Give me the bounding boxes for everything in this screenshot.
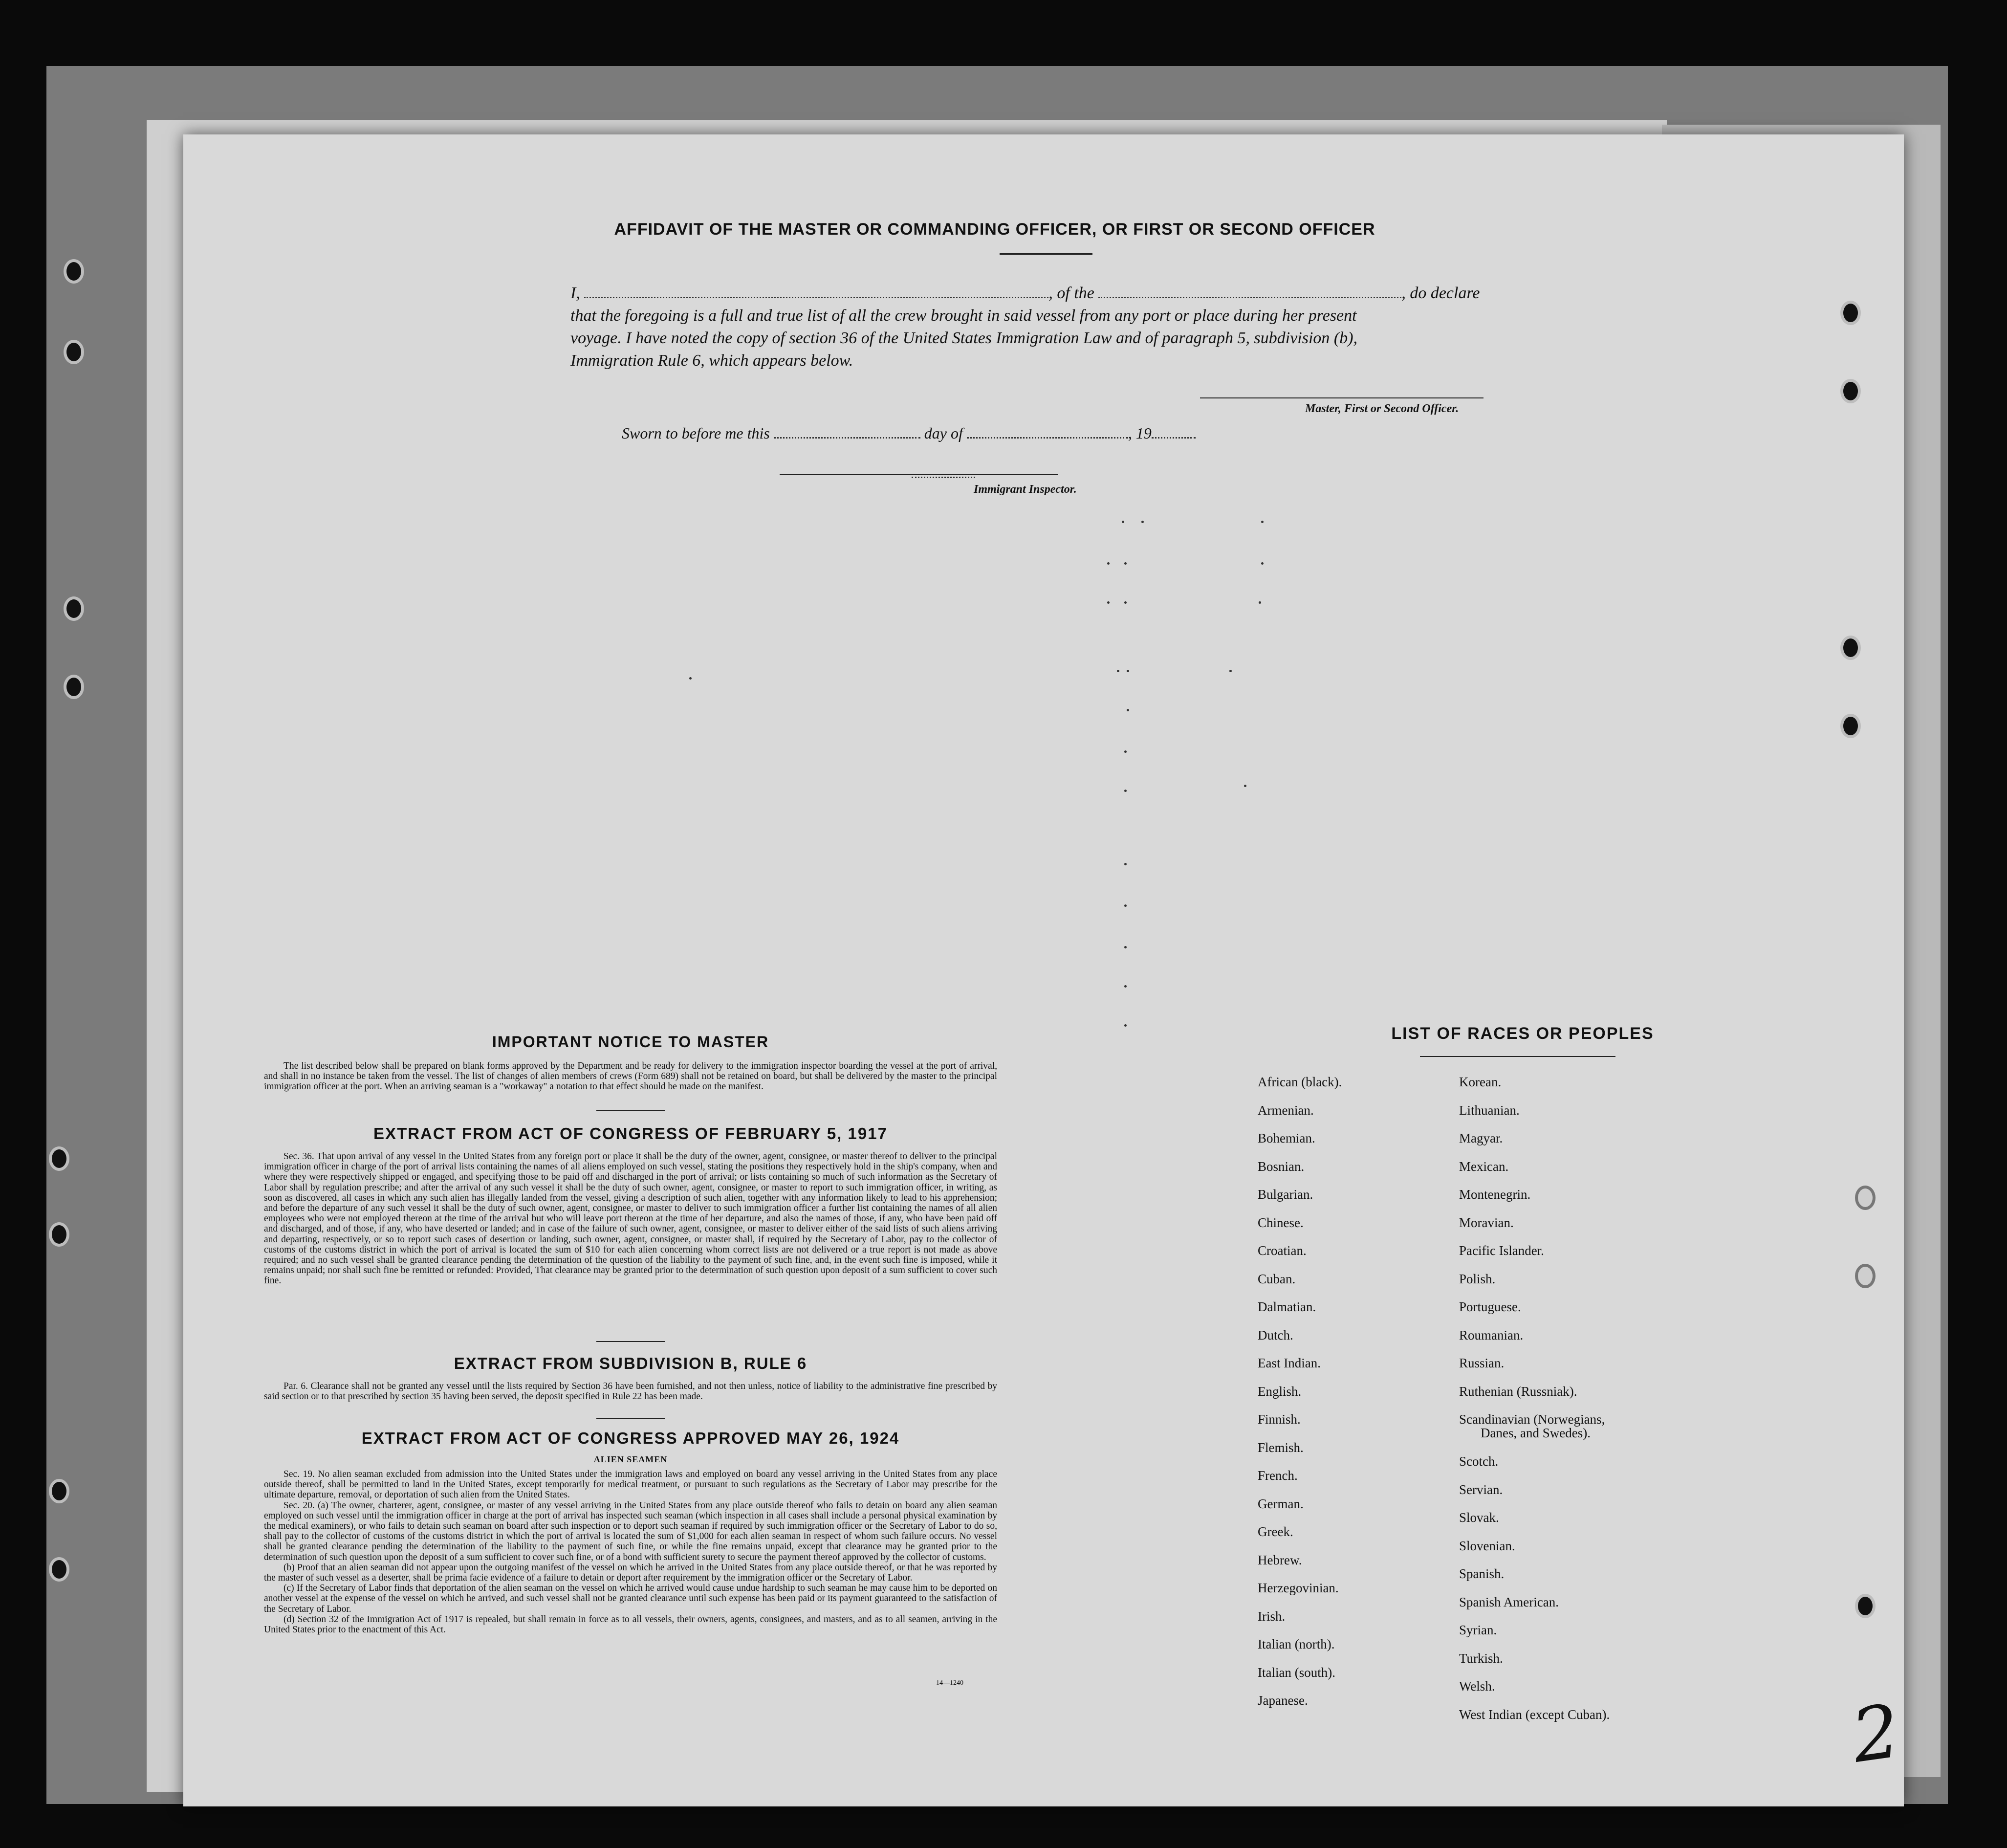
declaration-line-2: that the foregoing is a full and true list of all the crew brought in said vessel from any port or place during her present (570, 307, 1357, 325)
punch-hole-icon (49, 1479, 69, 1503)
bleed-dot (1124, 1024, 1127, 1027)
extract-1924-sec20a: Sec. 20. (a) The owner, charterer, agent, consignee, or master of any vessel arriving in the United States from any place outside thereof who fails to detain on board any alien seaman employed on such vessel until the immigration officer in charge at the port of arrival has inspected such seaman (which inspection in all cases shall include a personal physical examination by the medical examiners), or who fails to detain such seaman on board after such inspection or to deport such seaman if required by such immigration officer or the Secretary of Labor to do so, shall pay to the collector of customs of the customs district in which the port of arrival is located the sum of $1,000 for each alien seaman in respect of whom such failure occurs. No vessel shall be granted clearance pending the determination of the liability to the payment of such fine, or while the fine remains unpaid, except that clearance may be granted prior to the determination of such question upon the deposit of a sum sufficient to cover such fine, or of a bond with sufficient surety to secure the payment thereof approved by the collector of customs. (264, 1500, 997, 1562)
punch-hole-icon (1855, 1186, 1876, 1210)
punch-hole-icon (49, 1557, 69, 1582)
punch-hole-icon (1840, 379, 1861, 403)
race-item: Pacific Islander. (1459, 1243, 1544, 1258)
punch-hole-icon (64, 596, 84, 621)
race-item: Polish. (1459, 1271, 1496, 1286)
race-item: Irish. (1258, 1608, 1286, 1624)
extract-1917-text (264, 1151, 997, 1286)
affidavit-title: AFFIDAVIT OF THE MASTER OR COMMANDING OFFICER, OR FIRST OR SECOND OFFICER (614, 220, 1375, 239)
notice-paragraph: The list described below shall be prepared on blank forms approved by the Department and be ready for delivery to the immigration inspector boarding the vessel at the port of arrival, and shall in no instance be taken from the vessel. The list of changes of alien members of crews (Form 689) shall not be retained on board, but shall be delivered by the master to the principal immigration officer at the port. When an arriving seaman is a "workaway" a notation to that effect should be made on the manifest. (264, 1061, 997, 1092)
race-item: Croatian. (1258, 1243, 1307, 1258)
notice-text (264, 1061, 997, 1092)
bleed-dot (1127, 670, 1129, 672)
race-item: Slovak. (1459, 1510, 1499, 1525)
bleed-dot (1124, 985, 1127, 988)
declaration-declare: , do declare (1401, 284, 1480, 302)
bleed-dot (689, 677, 692, 680)
bleed-dot (1124, 946, 1127, 948)
vessel-blank (1098, 297, 1401, 298)
bleed-dot (1124, 562, 1127, 565)
punch-hole-icon (1855, 1264, 1876, 1288)
extract-1917-paragraph: Sec. 36. That upon arrival of any vessel in the United States from any foreign port or place it shall be the duty of the owner, agent, consignee, or master thereof to deliver to the principal immigration officer in charge of the port of arrival lists containing the names of all aliens employed on such vessel, stating the positions they respectively hold in the ship's company, when and where they were respectively shipped or engaged, and specifying those to be paid off and discharged in the port of arrival; or lists containing so much of such information as the Secretary of Labor shall by regulation prescribe; and after the arrival of any such vessel it shall be the duty of such owner, agent, consignee, or master to report to such immigration officer, in writing, as soon as discovered, all cases in which any such alien has illegally landed from the vessel, giving a description of such alien, together with any information likely to lead to his apprehension; and before the departure of any such vessel it shall be the duty of such owner, agent, consignee, or master to deliver to such immigration officer a further list containing the names of all alien employees who were not employed thereon at the time of the arrival but who will leave port thereon at the time of her departure, and also the names of those, if any, who have been paid off and discharged, and of those, if any, who have deserted or landed; and in case of the failure of such owner, agent, consignee, or master to deliver either of the said lists of such aliens arriving and departing, respectively, or so to report such cases of desertion or landing, such owner, agent, consignee, or master shall, if required by the Secretary of Labor, pay to the collector of customs of the customs district in which the port of arrival is located the sum of $10 for each alien concerning whom correct lists are not delivered or a true report is not made as above required; and no such vessel shall be granted clearance pending the determination of the question of the liability to the payment of such fine, and, in the event such fine is imposed, while it remains unpaid; nor shall such fine be remitted or refunded: Provided, That clearance may be granted prior to the determination of such question upon deposit of a sum sufficient to cover such fine. (264, 1151, 997, 1286)
race-item: Dutch. (1258, 1327, 1293, 1342)
bleed-dot (1124, 750, 1127, 753)
race-item: Mexican. (1459, 1159, 1509, 1174)
bleed-dot (1261, 521, 1264, 523)
race-item: Magyar. (1459, 1131, 1503, 1145)
extract-rule6-title: EXTRACT FROM SUBDIVISION B, RULE 6 (454, 1354, 807, 1372)
handwritten-page-number: 2 (1847, 1689, 1905, 1780)
race-item: Welsh. (1459, 1679, 1495, 1694)
race-item: Roumanian. (1459, 1327, 1524, 1342)
race-item: Bulgarian. (1258, 1187, 1313, 1202)
punch-hole-icon (49, 1146, 69, 1171)
extract-1924-title: EXTRACT FROM ACT OF CONGRESS APPROVED MAY 26, 1924 (361, 1429, 900, 1447)
document-page (183, 134, 1904, 1806)
extract-1924-text (264, 1469, 997, 1635)
race-item: Hebrew. (1258, 1552, 1302, 1567)
race-item: East Indian. (1258, 1356, 1321, 1370)
race-item: Finnish. (1258, 1412, 1301, 1427)
sworn-year-label: , 19 (1128, 424, 1152, 442)
bleed-dot (1127, 709, 1129, 711)
race-item: Scandinavian (Norwegians, (1459, 1412, 1605, 1427)
extract-1924-sec20d: (d) Section 32 of the Immigration Act of 1917 is repealed, but shall remain in force as to all vessels, their owners, agents, consignees, and masters, and as to all seamen, arriving in the United States prior to the enactment of this Act. (264, 1614, 997, 1635)
races-column-1 (1258, 1068, 1342, 1715)
race-item: Lithuanian. (1459, 1102, 1520, 1118)
bleed-dot (1244, 785, 1246, 787)
punch-hole-icon (64, 675, 84, 699)
race-item: Herzegovinian. (1258, 1581, 1339, 1595)
race-item: West Indian (except Cuban). (1459, 1707, 1610, 1722)
extract-1924-subtitle: ALIEN SEAMEN (593, 1454, 668, 1464)
race-item: Slovenian. (1459, 1538, 1515, 1553)
punch-hole-icon (1840, 301, 1861, 325)
bleed-dot (1117, 670, 1119, 672)
sworn-line (622, 422, 1453, 444)
notice-title: IMPORTANT NOTICE TO MASTER (492, 1033, 769, 1051)
race-item: Turkish. (1459, 1650, 1503, 1666)
sworn-day-label: day of (924, 424, 963, 442)
race-item: Dalmatian. (1258, 1299, 1316, 1314)
race-item: Chinese. (1258, 1215, 1304, 1230)
race-item: Spanish. (1459, 1566, 1505, 1581)
master-signature-line (1200, 397, 1483, 398)
name-blank (584, 297, 1048, 298)
extract-rule6-paragraph: Par. 6. Clearance shall not be granted any vessel until the lists required by Section 36 have been furnished, and not then unless, notice of liability to the administrative fine prescribed by said section or to that prescribed by section 35 having been served, the deposit specified in Rule 22 has been made. (264, 1381, 997, 1402)
extract-1917-rule (596, 1341, 665, 1342)
sworn-day-blank (774, 437, 920, 439)
notice-rule (596, 1110, 665, 1111)
title-rule (1000, 253, 1092, 255)
bleed-dot (1124, 790, 1127, 792)
punch-hole-icon (1840, 636, 1861, 660)
bleed-dot (1259, 601, 1261, 604)
races-column-2 (1459, 1068, 1610, 1729)
extract-1924-sec19: Sec. 19. No alien seaman excluded from admission into the United States under the immigration laws and employed on board any vessel arriving in the United States from any place outside thereof, shall be permitted to land in the United States, except temporarily for medical treatment, or pursuant to such regulations as the Secretary of Labor may prescribe for the ultimate departure, removal, or deportation of such alien from the United States. (264, 1469, 997, 1500)
punch-hole-icon (64, 340, 84, 364)
sworn-year-blank (1152, 437, 1196, 439)
master-label: Master, First or Second Officer. (1305, 402, 1459, 415)
race-item: German. (1258, 1496, 1304, 1511)
bleed-dot (1229, 670, 1232, 672)
bleed-dot (1124, 601, 1127, 604)
race-item: Moravian. (1459, 1215, 1514, 1230)
race-item: Italian (north). (1258, 1637, 1335, 1651)
punch-hole-icon (64, 259, 84, 284)
races-title: LIST OF RACES OR PEOPLES (1391, 1024, 1654, 1043)
race-item: Syrian. (1459, 1623, 1497, 1637)
bleed-dot (1124, 904, 1127, 907)
bleed-dot (1107, 562, 1110, 565)
extract-rule6-rule (596, 1418, 665, 1419)
race-item: French. (1258, 1468, 1298, 1483)
race-item: Scotch. (1459, 1454, 1499, 1469)
punch-hole-icon (1840, 714, 1861, 738)
declaration-i: I, (570, 284, 580, 302)
race-item: Montenegrin. (1459, 1187, 1531, 1202)
race-item: Korean. (1459, 1075, 1502, 1089)
race-item: Cuban. (1258, 1271, 1296, 1286)
bleed-dot (1261, 562, 1264, 565)
race-item: Greek. (1258, 1524, 1293, 1539)
bleed-dot (1141, 521, 1144, 523)
race-item: Spanish American. (1459, 1594, 1559, 1609)
declaration-line-3: voyage. I have noted the copy of section 36 of the United States Immigration Law and of paragraph 5, subdivision (b), (570, 329, 1358, 347)
race-item: Portuguese. (1459, 1299, 1521, 1314)
extract-1924-sec20b: (b) Proof that an alien seaman did not appear upon the outgoing manifest of the vessel on which he arrived in the United States from any place outside thereof, or that he was reported by the master of such vessel as a deserter, shall be prima facie evidence of a failure to detain or deport after requirement by the immigration officer or the Secretary of Labor. (264, 1562, 997, 1584)
bleed-dot (1122, 521, 1124, 523)
race-item: English. (1258, 1384, 1302, 1399)
race-item: Bohemian. (1258, 1131, 1315, 1145)
race-item: Ruthenian (Russniak). (1459, 1384, 1577, 1399)
race-item: Armenian. (1258, 1102, 1314, 1118)
race-item: Russian. (1459, 1356, 1505, 1370)
race-item: Japanese. (1258, 1693, 1308, 1708)
extract-rule6-text (264, 1381, 997, 1402)
declaration-of-the: , of the (1048, 284, 1094, 302)
inspector-label: Immigrant Inspector. (974, 483, 1077, 496)
inspector-signature-line (780, 474, 1058, 475)
declaration-line-4: Immigration Rule 6, which appears below. (570, 352, 853, 370)
sworn-month-blank (967, 437, 1128, 439)
punch-hole-icon (49, 1222, 69, 1247)
races-title-rule (1420, 1056, 1615, 1057)
bleed-dot (1124, 863, 1127, 865)
race-item: Servian. (1459, 1482, 1503, 1497)
form-number: 14—1240 (936, 1679, 963, 1687)
inspector-dots (912, 477, 975, 478)
punch-hole-icon (1855, 1594, 1876, 1618)
bleed-dot (1107, 601, 1110, 604)
extract-1917-title: EXTRACT FROM ACT OF CONGRESS OF FEBRUARY 5, 1917 (373, 1124, 888, 1143)
extract-1924-sec20c: (c) If the Secretary of Labor finds that deportation of the alien seaman on the vessel on which he arrived would cause undue hardship to such seaman he may cause him to be deported on another vessel at the expense of the vessel on which he arrived, and such vessel shall not be granted clearance until such expense has been paid or its payment guaranteed to the satisfaction of the Secretary of Labor. (264, 1583, 997, 1614)
race-item: Danes, and Swedes). (1481, 1426, 1591, 1440)
race-item: African (black). (1258, 1075, 1342, 1089)
race-item: Italian (south). (1258, 1665, 1335, 1680)
sworn-prefix: Sworn to before me this (622, 424, 770, 442)
race-item: Bosnian. (1258, 1159, 1305, 1174)
race-item: Flemish. (1258, 1440, 1304, 1455)
declaration-line-1 (570, 282, 1572, 305)
